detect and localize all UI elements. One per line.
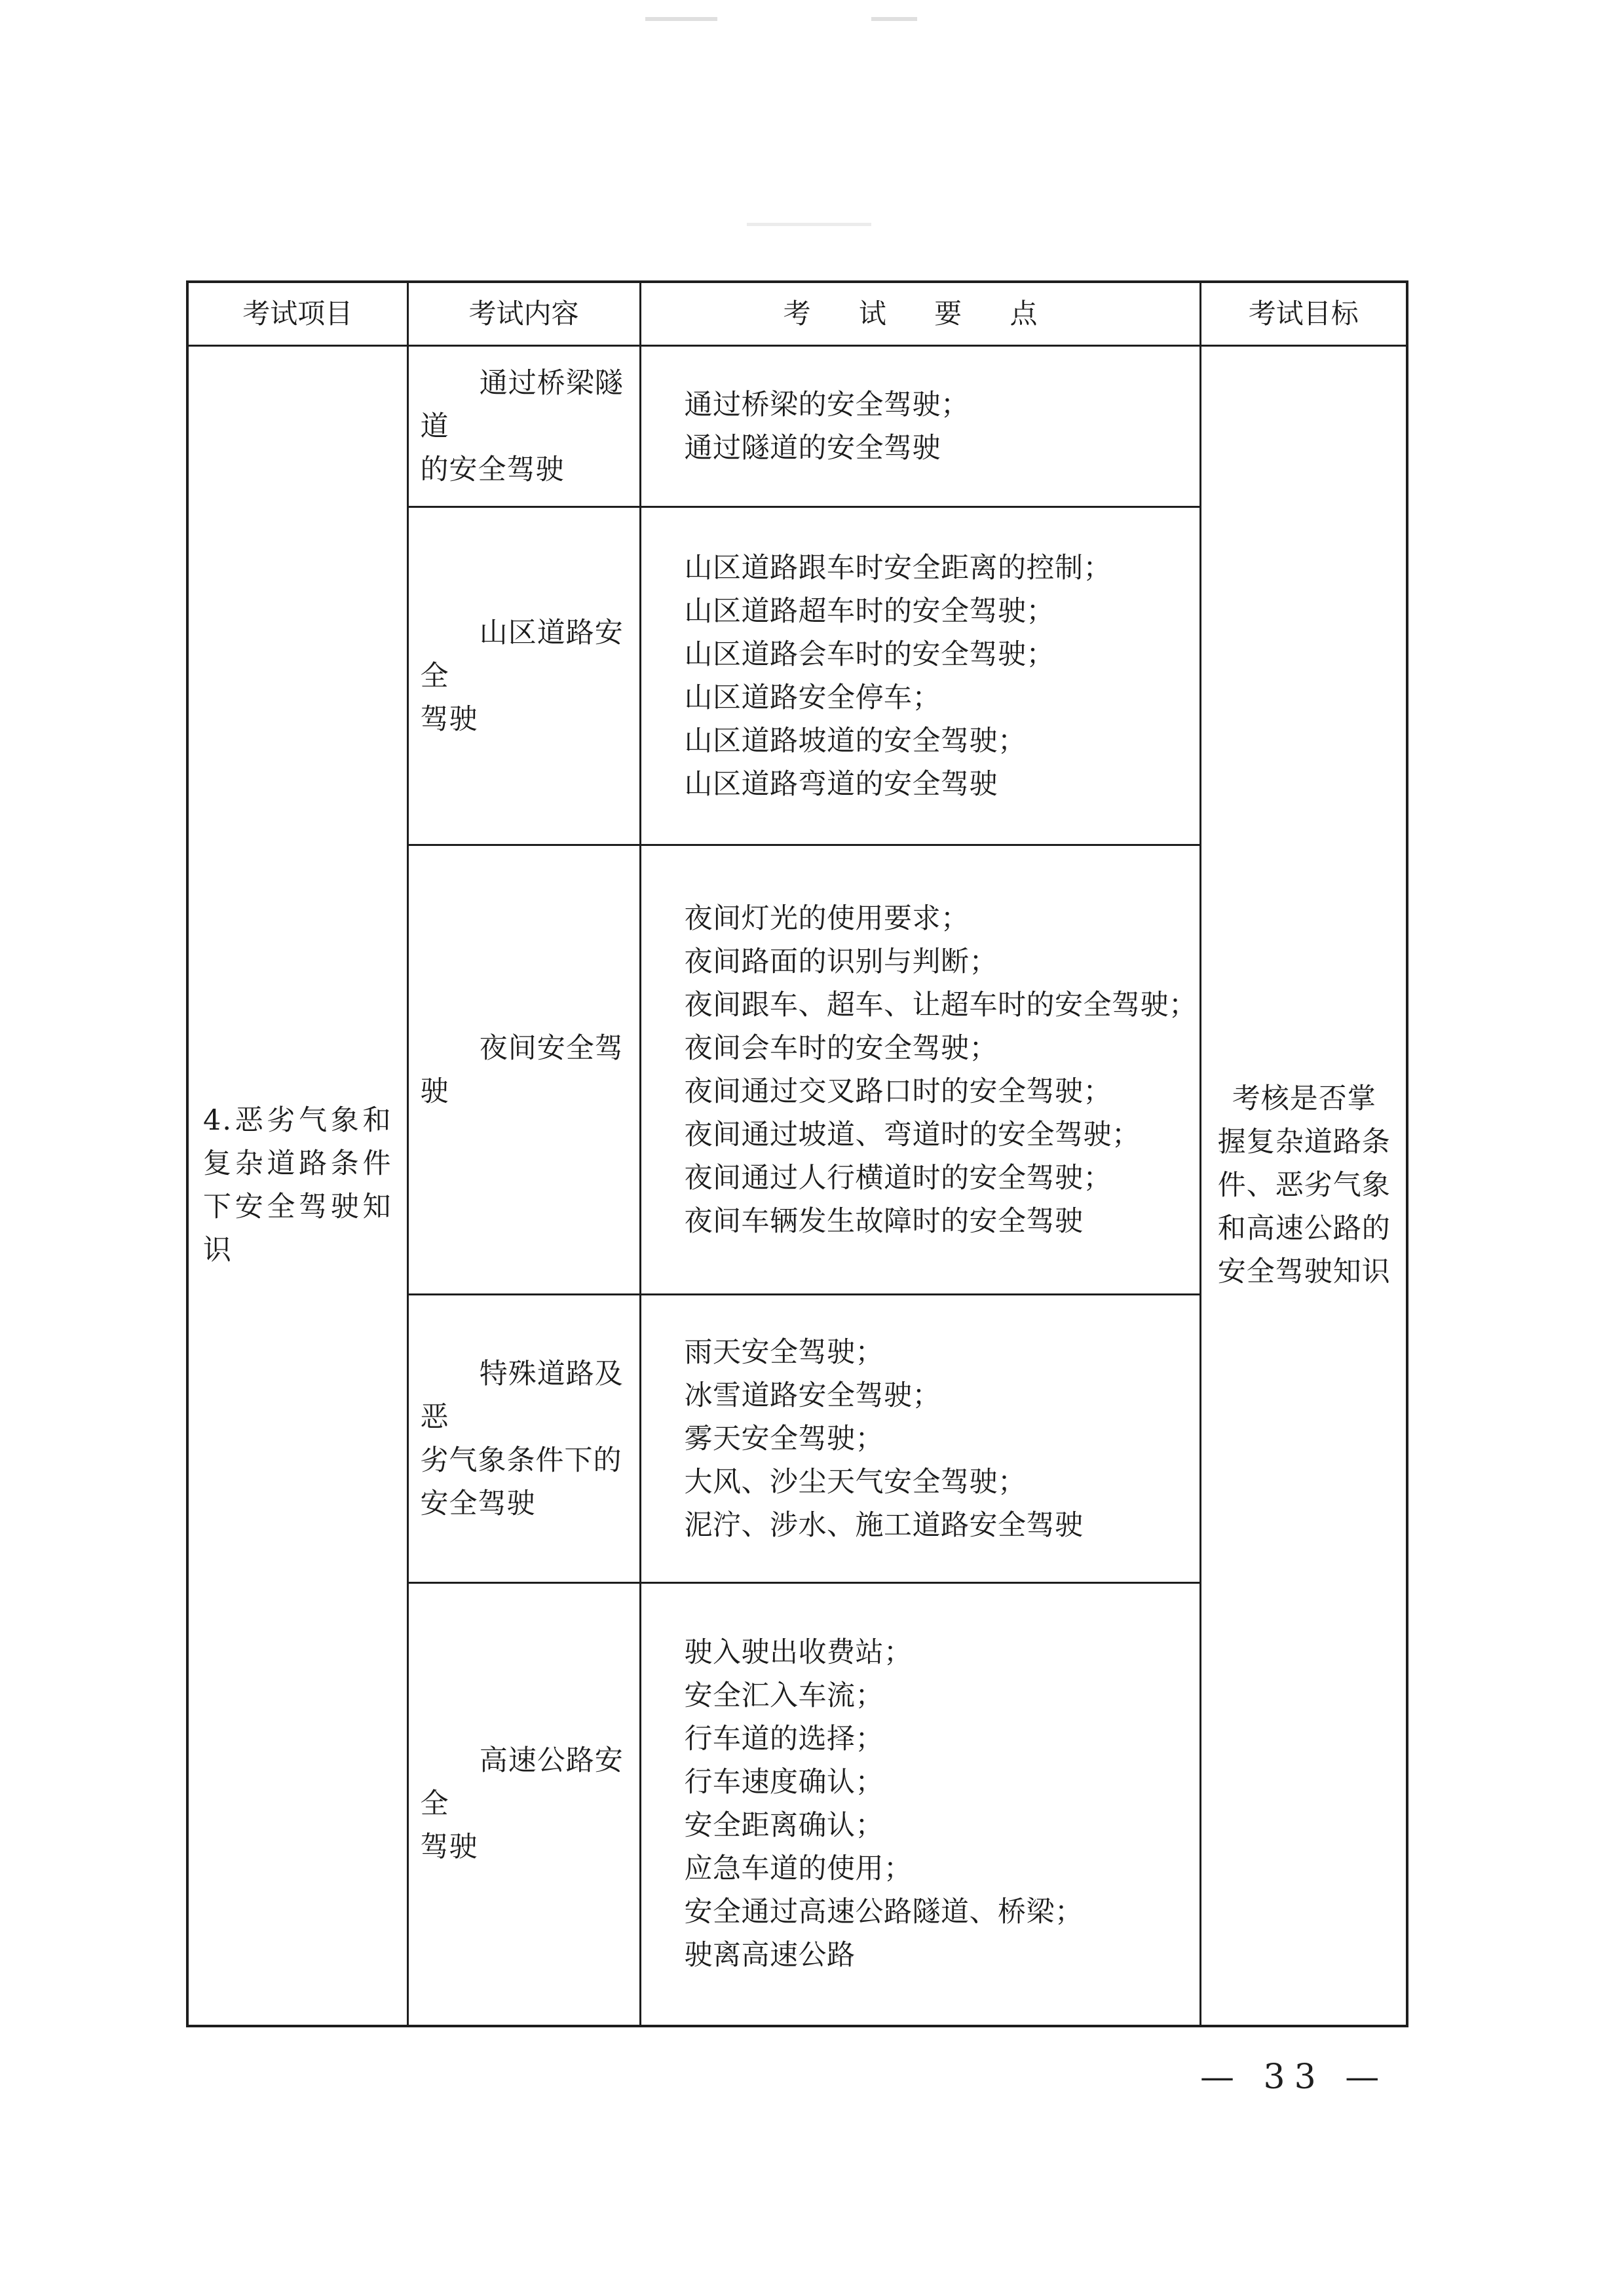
point-line: 山区道路跟车时安全距离的控制； <box>684 551 1112 584</box>
scan-artifact <box>645 17 717 21</box>
point-line: 山区道路超车时的安全驾驶； <box>684 594 1055 628</box>
point-line: 通过隧道的安全驾驶 <box>684 431 941 465</box>
content-line: 高速公路安全 <box>420 1744 624 1821</box>
point-line: 大风、沙尘天气安全驾驶； <box>684 1465 1027 1499</box>
exam-content-cell <box>407 1583 640 2026</box>
point-line: 行车道的选择； <box>684 1723 884 1756</box>
content-line: 通过桥梁隧道 <box>420 366 624 443</box>
point-line: 行车速度确认； <box>684 1766 884 1799</box>
point-line: 山区道路会车时的安全驾驶； <box>684 638 1055 671</box>
exam-points-cell <box>640 507 1200 845</box>
exam-target-cell <box>1200 346 1407 2026</box>
header-exam-item: 考试项目 <box>187 282 407 346</box>
exam-table <box>186 280 1408 2027</box>
point-line: 安全通过高速公路隧道、桥梁； <box>684 1896 1084 1929</box>
exam-content-cell <box>407 845 640 1295</box>
content-line: 山区道路安全 <box>420 616 624 693</box>
exam-points-cell <box>640 845 1200 1295</box>
point-line: 雾天安全驾驶； <box>684 1422 884 1455</box>
point-line: 山区道路安全停车； <box>684 681 941 714</box>
point-line: 夜间通过人行横道时的安全驾驶； <box>684 1161 1112 1195</box>
table-header-row <box>187 282 1407 346</box>
content-line: 的安全驾驶 <box>420 453 565 486</box>
page-number: — 33 — <box>1200 2057 1389 2097</box>
content-line: 驾驶 <box>420 1831 478 1864</box>
point-line: 夜间会车时的安全驾驶； <box>684 1031 998 1065</box>
point-line: 夜间灯光的使用要求； <box>684 902 970 935</box>
point-line: 夜间路面的识别与判断； <box>684 945 998 978</box>
point-line: 山区道路坡道的安全驾驶； <box>684 724 1027 757</box>
point-line: 山区道路弯道的安全驾驶 <box>684 767 998 801</box>
point-line: 驶入驶出收费站； <box>684 1636 913 1670</box>
point-line: 夜间车辆发生故障时的安全驾驶 <box>684 1204 1084 1238</box>
point-line: 安全汇入车流； <box>684 1679 884 1713</box>
exam-points-cell <box>640 1583 1200 2026</box>
exam-points-cell <box>640 346 1200 507</box>
exam-points-cell <box>640 1295 1200 1583</box>
header-exam-target: 考试目标 <box>1200 282 1407 346</box>
exam-content-cell <box>407 346 640 507</box>
point-line: 雨天安全驾驶； <box>684 1335 884 1369</box>
point-line: 驶离高速公路 <box>684 1939 856 1972</box>
point-line: 通过桥梁的安全驾驶； <box>684 388 970 421</box>
exam-content-cell <box>407 1295 640 1583</box>
point-line: 夜间通过坡道、弯道时的安全驾驶； <box>684 1118 1141 1151</box>
scan-artifact <box>747 223 871 226</box>
point-line: 泥泞、涉水、施工道路安全驾驶 <box>684 1508 1084 1542</box>
target-line: 和高速公路的 <box>1217 1212 1391 1246</box>
point-line: 夜间通过交叉路口时的安全驾驶； <box>684 1075 1112 1108</box>
header-exam-content: 考试内容 <box>407 282 640 346</box>
target-line: 件、恶劣气象 <box>1217 1169 1391 1202</box>
exam-item-cell <box>187 346 407 2026</box>
target-line: 安全驾驶知识 <box>1217 1255 1391 1289</box>
point-line: 夜间跟车、超车、让超车时的安全驾驶； <box>684 988 1198 1022</box>
point-line: 冰雪道路安全驾驶； <box>684 1379 941 1412</box>
point-line: 应急车道的使用； <box>684 1852 913 1886</box>
content-line: 特殊道路及恶 <box>420 1357 624 1434</box>
scan-artifact <box>871 17 917 21</box>
content-line: 驾驶 <box>420 702 478 736</box>
point-line: 安全距离确认； <box>684 1809 884 1843</box>
content-line: 劣气象条件下的 <box>420 1444 622 1477</box>
content-line: 安全驾驶 <box>420 1487 536 1520</box>
target-line: 握复杂道路条 <box>1217 1126 1391 1159</box>
exam-content-cell <box>407 507 640 845</box>
table-row <box>187 346 1407 507</box>
target-line: 考核是否掌 <box>1232 1082 1376 1116</box>
content-line: 夜间安全驾驶 <box>420 1031 624 1108</box>
header-exam-points: 考 试 要 点 <box>640 282 1200 346</box>
exam-item-text: 4.恶劣气象和复杂道路条件下安全驾驶知识 <box>203 1104 392 1267</box>
